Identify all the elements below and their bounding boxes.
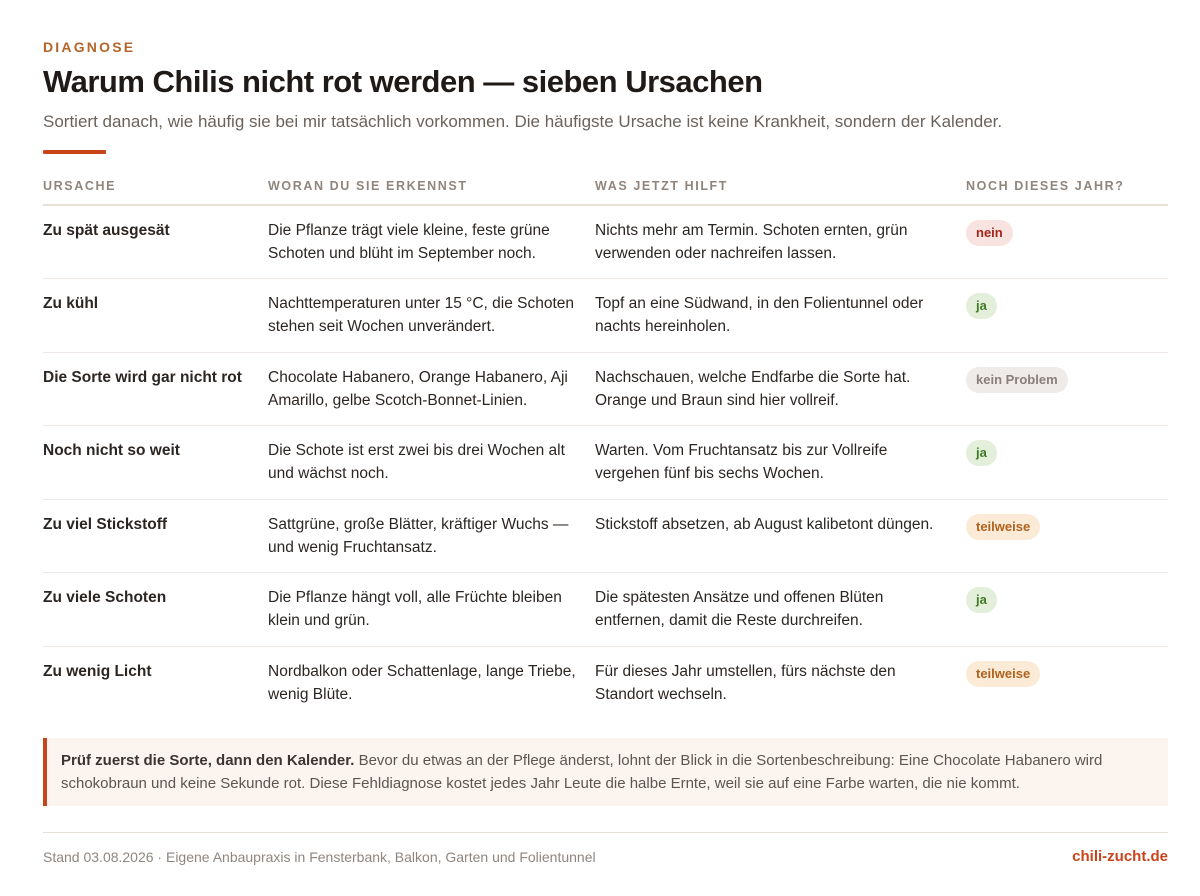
cause-text: Zu viel Stickstoff: [43, 515, 168, 533]
cause-text: Zu spät ausgesät: [43, 222, 170, 239]
remedy-text: Warten. Vom Fruchtansatz bis zur Vollreife vergehen fünf bis sechs Wochen.: [595, 442, 888, 482]
status-cell: [966, 499, 1168, 573]
remedy-cell: [595, 426, 966, 500]
section-eyebrow: DIAGNOSE: [43, 39, 136, 55]
causes-table: [43, 168, 1168, 720]
status-badge: ja: [966, 587, 997, 613]
page-subtitle: Sortiert danach, wie häufig sie bei mir tatsächlich vorkommen. Die häufigste Ursache ist keine Krankheit, sondern der Kalender.: [43, 112, 1003, 131]
sign-text: Die Pflanze hängt voll, alle Früchte bleiben klein und grün.: [268, 589, 562, 629]
sign-cell: [268, 573, 595, 647]
status-badge: teilweise: [966, 661, 1040, 687]
cause-text: Zu viele Schoten: [43, 589, 167, 606]
callout-lead: Prüf zuerst die Sorte, dann den Kalender.: [61, 752, 355, 769]
column-header-this-year: NOCH DIESES JAHR?: [966, 168, 1168, 205]
remedy-cell: [595, 352, 966, 426]
tip-callout: [43, 738, 1168, 806]
cause-text: Noch nicht so weit: [43, 442, 180, 459]
status-cell: [966, 352, 1168, 426]
cause-cell: [43, 352, 268, 426]
cause-text: Zu wenig Licht: [43, 662, 152, 680]
table-header-row: [43, 168, 1168, 205]
table-row: [43, 646, 1168, 720]
table-row: [43, 352, 1168, 426]
footer-divider: [43, 832, 1168, 833]
remedy-text: Stickstoff absetzen, ab August kalibetont düngen.: [595, 515, 934, 533]
status-cell: [966, 279, 1168, 353]
cause-text: Zu kühl: [43, 295, 99, 312]
status-badge: nein: [966, 220, 1013, 246]
sign-cell: [268, 279, 595, 353]
status-cell: [966, 205, 1168, 279]
remedy-text: Die spätesten Ansätze und offenen Blüten entfernen, damit die Reste durchreifen.: [595, 589, 884, 629]
table-row: [43, 426, 1168, 500]
site-link[interactable]: chili-zucht.de: [1072, 848, 1168, 865]
table-row: [43, 205, 1168, 279]
remedy-cell: [595, 573, 966, 647]
sign-text: Chocolate Habanero, Orange Habanero, Aji Amarillo, gelbe Scotch-Bonnet-Linien.: [268, 368, 568, 409]
cause-cell: [43, 279, 268, 353]
sign-text: Nordbalkon oder Schattenlage, lange Triebe, wenig Blüte.: [268, 662, 576, 703]
sign-text: Die Schote ist erst zwei bis drei Wochen alt und wächst noch.: [268, 442, 565, 482]
column-header-sign: WORAN DU SIE ERKENNST: [268, 168, 595, 205]
remedy-text: Für dieses Jahr umstellen, fürs nächste den Standort wechseln.: [595, 662, 896, 703]
status-badge: kein Problem: [966, 367, 1068, 393]
sign-text: Die Pflanze trägt viele kleine, feste grüne Schoten und blüht im September noch.: [268, 222, 550, 262]
column-header-cause: URSACHE: [43, 168, 268, 205]
status-badge: ja: [966, 293, 997, 319]
remedy-cell: [595, 646, 966, 720]
status-cell: [966, 646, 1168, 720]
accent-divider: [43, 150, 106, 154]
cause-cell: [43, 573, 268, 647]
status-cell: [966, 573, 1168, 647]
sign-cell: [268, 499, 595, 573]
remedy-text: Nichts mehr am Termin. Schoten ernten, grün verwenden oder nachreifen lassen.: [595, 222, 908, 262]
sign-cell: [268, 646, 595, 720]
cause-cell: [43, 646, 268, 720]
cause-cell: [43, 426, 268, 500]
sign-text: Nachttemperaturen unter 15 °C, die Schoten stehen seit Wochen unverändert.: [268, 295, 575, 335]
sign-cell: [268, 426, 595, 500]
status-cell: [966, 426, 1168, 500]
status-badge: teilweise: [966, 514, 1040, 540]
sign-cell: [268, 352, 595, 426]
remedy-text: Topf an eine Südwand, in den Folientunnel oder nachts hereinholen.: [595, 295, 924, 335]
remedy-cell: [595, 499, 966, 573]
status-badge: ja: [966, 440, 997, 466]
page-title: Warum Chilis nicht rot werden — sieben Ursachen: [43, 64, 763, 99]
cause-cell: [43, 499, 268, 573]
table-row: [43, 279, 1168, 353]
sign-cell: [268, 205, 595, 279]
remedy-cell: [595, 279, 966, 353]
remedy-text: Nachschauen, welche Endfarbe die Sorte hat. Orange und Braun sind hier vollreif.: [595, 368, 911, 409]
remedy-cell: [595, 205, 966, 279]
sign-text: Sattgrüne, große Blätter, kräftiger Wuchs — und wenig Fruchtansatz.: [268, 515, 569, 556]
column-header-remedy: WAS JETZT HILFT: [595, 168, 966, 205]
table-row: [43, 573, 1168, 647]
callout-body: Bevor du etwas an der Pflege änderst, lohnt der Blick in die Sortenbeschreibung: Eine Chocolate Habanero wird schokobraun und keine Sekunde rot. Diese Fehldiagnose kostet jedes Jahr Leute die halbe Ernte, weil sie auf eine Farbe warten, die nie kommt.: [61, 752, 1103, 792]
table-row: [43, 499, 1168, 573]
cause-text: Die Sorte wird gar nicht rot: [43, 368, 242, 386]
footer-note: Stand 03.08.2026 · Eigene Anbaupraxis in Fensterbank, Balkon, Garten und Folientunnel: [43, 849, 596, 865]
cause-cell: [43, 205, 268, 279]
